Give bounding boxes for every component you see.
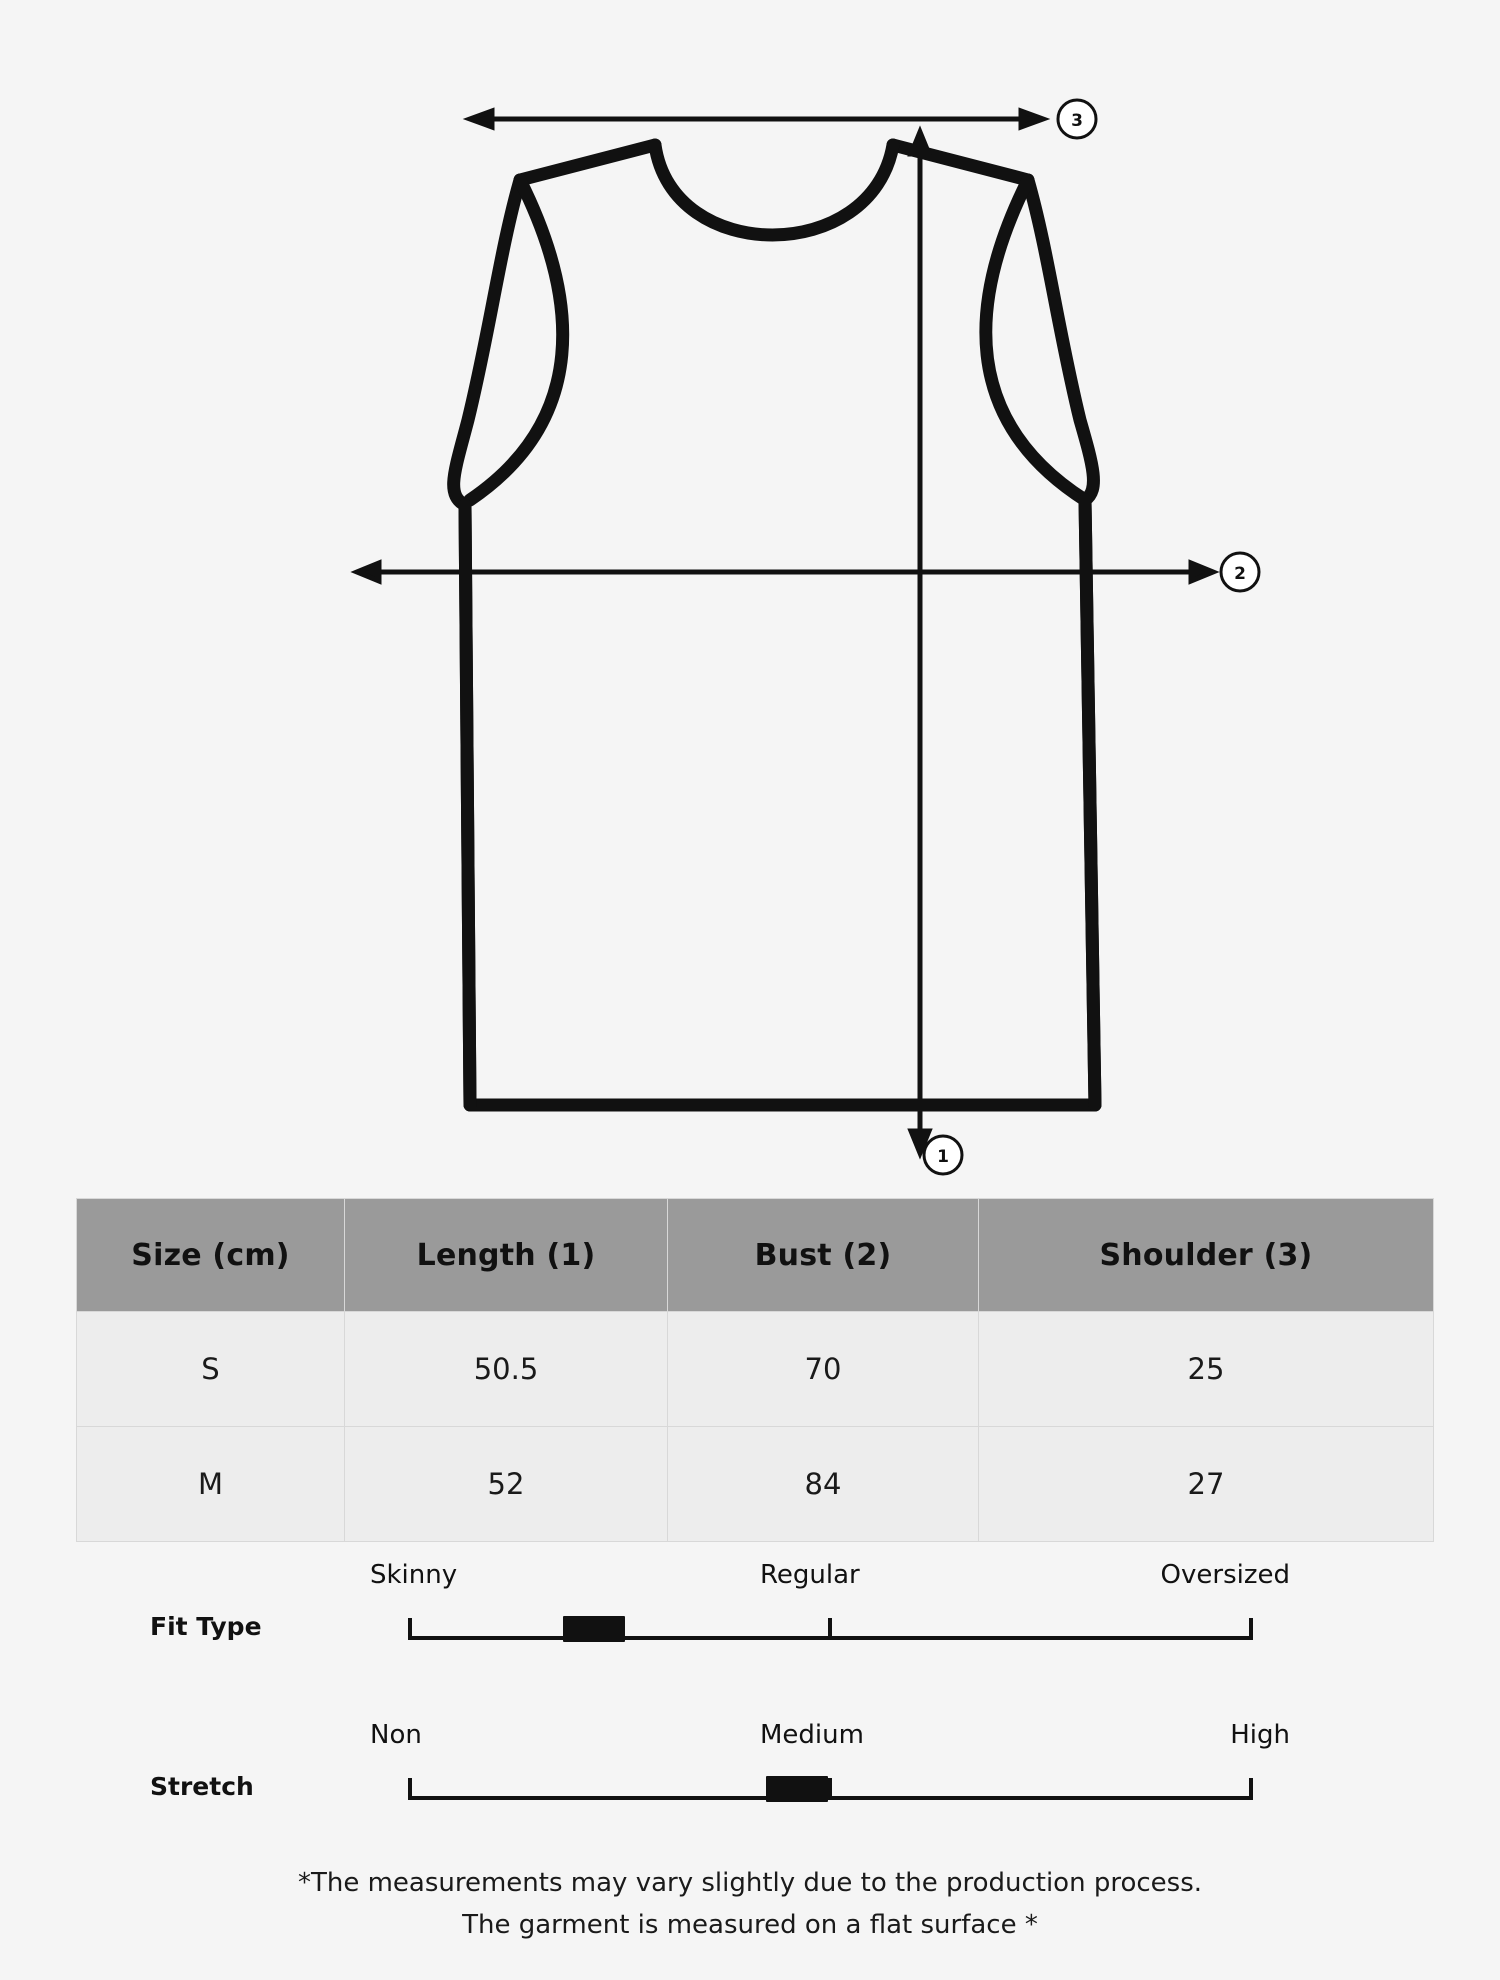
table-row [77,1427,1434,1542]
fit-type-tick-mark-mid [828,1618,832,1640]
header-bust: Bust (2) [668,1199,979,1312]
stretch-tick-mark-left [408,1778,412,1800]
cell-length: 50.5 [345,1312,668,1427]
fit-type-tick-mark-right [1249,1618,1253,1640]
stretch-label: Stretch [150,1772,254,1801]
length-measure-arrow [911,132,929,1153]
table-row [77,1312,1434,1427]
stretch-tick-non: Non [370,1720,422,1750]
fit-type-tick-regular: Regular [760,1560,860,1590]
fit-type-tick-mark-left [408,1618,412,1640]
shoulder-callout-badge [1058,100,1096,138]
stretch-tick-high: High [1230,1720,1290,1750]
fit-type-tick-skinny: Skinny [370,1560,458,1590]
cell-length: 52 [345,1427,668,1542]
cell-size: M [77,1427,345,1542]
svg-text:3: 3 [1071,111,1083,131]
header-shoulder: Shoulder (3) [979,1199,1434,1312]
stretch-track [408,1764,1253,1804]
length-callout-badge [924,1136,962,1174]
size-measurements-table [76,1198,1434,1542]
stretch-tick-mark-mid [828,1778,832,1800]
shoulder-measure-arrow [470,111,1043,127]
stretch-tick-mark-right [1249,1778,1253,1800]
fit-type-track [408,1604,1253,1644]
cell-bust: 84 [668,1427,979,1542]
footnote-line-2: The garment is measured on a flat surface * [462,1910,1038,1940]
cell-bust: 70 [668,1312,979,1427]
cell-size: S [77,1312,345,1427]
svg-text:1: 1 [937,1147,949,1167]
footnote [0,1862,1500,1946]
fit-type-tick-labels [340,1560,1320,1600]
cell-shoulder: 27 [979,1427,1434,1542]
tank-top-outline [454,145,1095,1105]
header-size: Size (cm) [77,1199,345,1312]
svg-text:2: 2 [1234,564,1246,584]
stretch-tick-medium: Medium [760,1720,864,1750]
fit-type-tick-oversized: Oversized [1160,1560,1290,1590]
table-header-row [77,1199,1434,1312]
fit-type-label: Fit Type [150,1612,262,1641]
header-length: Length (1) [345,1199,668,1312]
cell-shoulder: 25 [979,1312,1434,1427]
bust-callout-badge [1221,553,1259,591]
fit-type-marker [563,1616,625,1642]
stretch-marker [766,1776,828,1802]
footnote-line-1: *The measurements may vary slightly due to the production process. [297,1868,1203,1898]
stretch-tick-labels [340,1720,1320,1760]
